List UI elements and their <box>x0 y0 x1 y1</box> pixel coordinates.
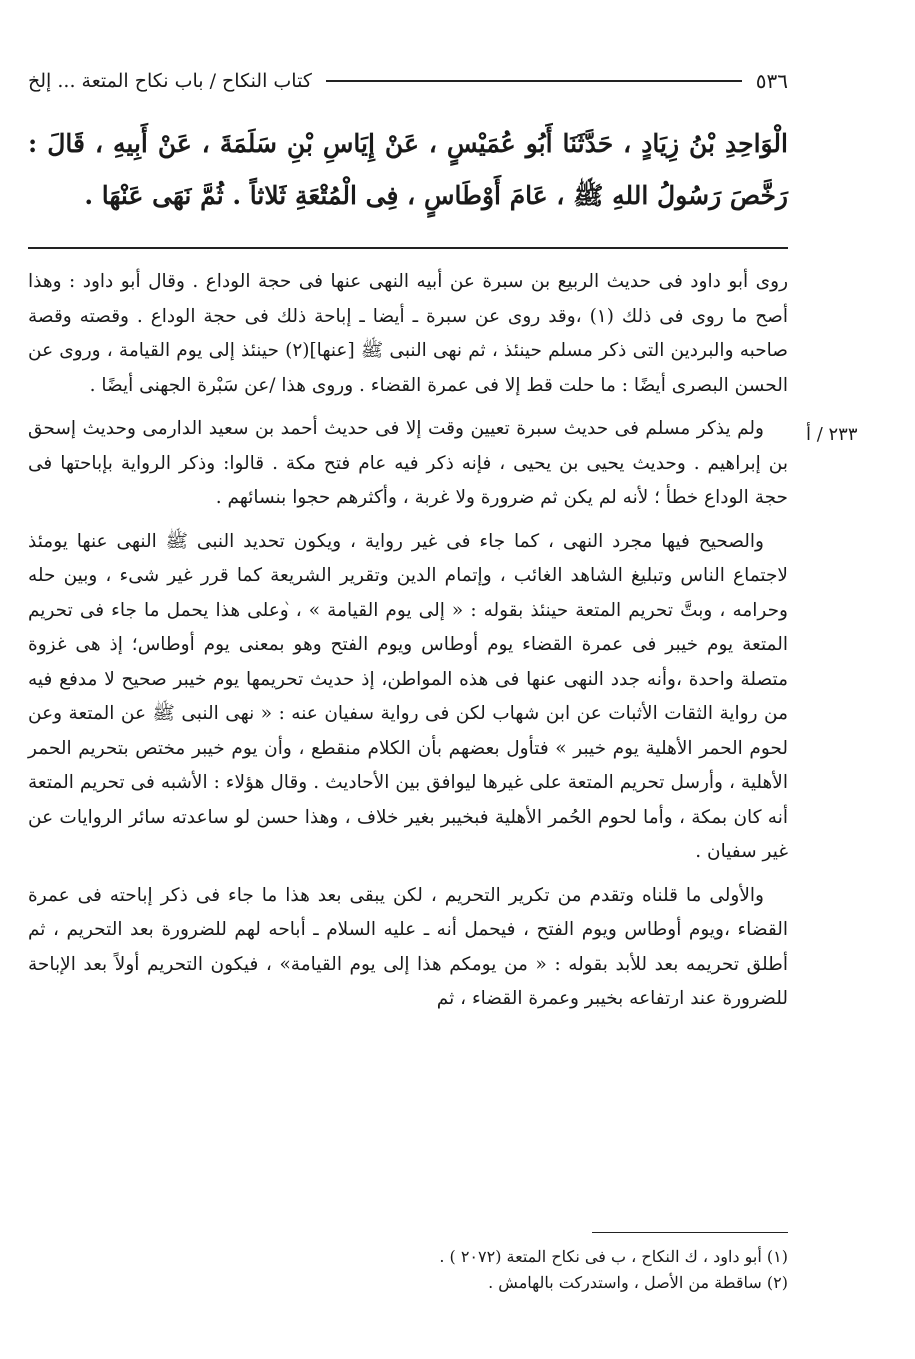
commentary-paragraph: ولم يذكر مسلم فى حديث سبرة تعيين وقت إلا فى حديث أحمد بن سعيد الدارمى وحديث إسحق بن إبراهيم . وحديث يحيى بن يحيى ، فإنه ذكر فيه عام فتح مكة . قالوا: وذكر الرواية بإباحتها فى حجة الوداع خطأ ؛ لأنه لم يكن ثم ضرورة ولا غربة ، وأكثرهم حجوا بنسائهم . <box>28 418 788 508</box>
page-header <box>28 64 788 98</box>
header-rule <box>326 80 742 82</box>
running-title: كتاب النكاح / باب نكاح المتعة ... إلخ <box>28 70 312 92</box>
footnote-divider <box>592 1232 788 1233</box>
page-number: ٥٣٦ <box>755 69 788 93</box>
section-divider <box>28 247 788 249</box>
commentary <box>28 265 788 1026</box>
footnote: (٢) ساقطة من الأصل ، واستدركت بالهامش . <box>488 1273 788 1292</box>
manuscript-folio-note: ٢٣٣ / أ <box>806 424 858 445</box>
hadith-text: الْوَاحِدِ بْنُ زِيَادٍ ، حَدَّثَنَا أَبُو عُمَيْسٍ ، عَنْ إِيَاسِ بْنِ سَلَمَةَ ، عَنْ أَبِيهِ ، قَالَ : رَخَّصَ رَسُولُ اللهِ ﷺ ، عَامَ أَوْطَاسٍ ، فِى الْمُتْعَةِ ثَلاثاً . ثُمَّ نَهَى عَنْهَا . <box>28 129 788 210</box>
footnotes <box>28 1244 788 1296</box>
commentary-paragraph: روى أبو داود فى حديث الربيع بن سبرة عن أبيه النهى عنها فى حجة الوداع . وقال أبو داود : وهذا أصح ما روى فى ذلك (١) ،وقد روى عن سبرة ـ أيضا ـ إباحة ذلك فى حجة الوداع . وقصته وقصة صاحبه والبردين التى ذكر مسلم حينئذ ، ثم نهى النبى ﷺ [عنها](٢) حينئذ إلى يوم القيامة ، وروى عن الحسن البصرى أيضًا : ما حلت قط إلا فى عمرة القضاء . وروى هذا /عن سَبْرة الجهنى أيضًا . <box>28 271 788 396</box>
commentary-paragraph: والأولى ما قلناه وتقدم من تكرير التحريم ، لكن يبقى بعد هذا ما جاء فى ذكر إباحته فى عمرة القضاء ،ويوم أوطاس ويوم الفتح ، فيحمل أنه ـ عليه السلام ـ أباحه لهم للضرورة بعد التحريم ، ثم أطلق تحريمه بعد للأبد بقوله : « من يومكم هذا إلى يوم القيامة» ، فيكون التحريم أولاً بعد الإباحة للضرورة عند ارتفاعه بخيبر وعمرة القضاء ، ثم <box>28 884 788 1009</box>
commentary-paragraph: والصحيح فيها مجرد النهى ، كما جاء فى غير رواية ، ويكون تحديد النبى ﷺ النهى عنها يومئذ لاجتماع الناس وتبليغ الشاهد الغائب ، وإتمام الدين وتقرير الشريعة كما قرر غير شىء ، وبين حله وحرامه ، وبتَّ تحريم المتعة حينئذ بقوله : « إلى يوم القيامة » ، وعلى هذا يحمل ما جاء فى تحريم المتعة يوم خيبر فى عمرة القضاء يوم أوطاس ويوم الفتح وهو بمعنى يوم أوطاس؛ إذ هى غزوة متصلة واحدة ،وأنه جدد النهى عنها فى هذه المواطن، إذ حديث تحريمها يوم خيبر صحيح لا مدفع فيه من رواية الثقات الأثبات عن ابن شهاب لكن فى رواية سفيان عنه : « نهى النبى ﷺ عن المتعة وعن لحوم الحمر الأهلية يوم خيبر » فتأول بعضهم بأن الكلام منقطع ، وأن يوم خيبر مختص بتحريم الحمر الأهلية ، وأرسل تحريم المتعة على غيرها ليوافق بين الأحاديث . وقال هؤلاء : الأشبه فى تحريم المتعة أنه كان بمكة ، وأما لحوم الحُمر الأهلية فبخيبر بغير خلاف ، وهذا حسن لو ساعدته سائر الروايات عن غير سفيان . <box>28 530 788 862</box>
footnote: (١) أبو داود ، ك النكاح ، ب فى نكاح المتعة (٢٠٧٢ ) . <box>439 1247 788 1266</box>
